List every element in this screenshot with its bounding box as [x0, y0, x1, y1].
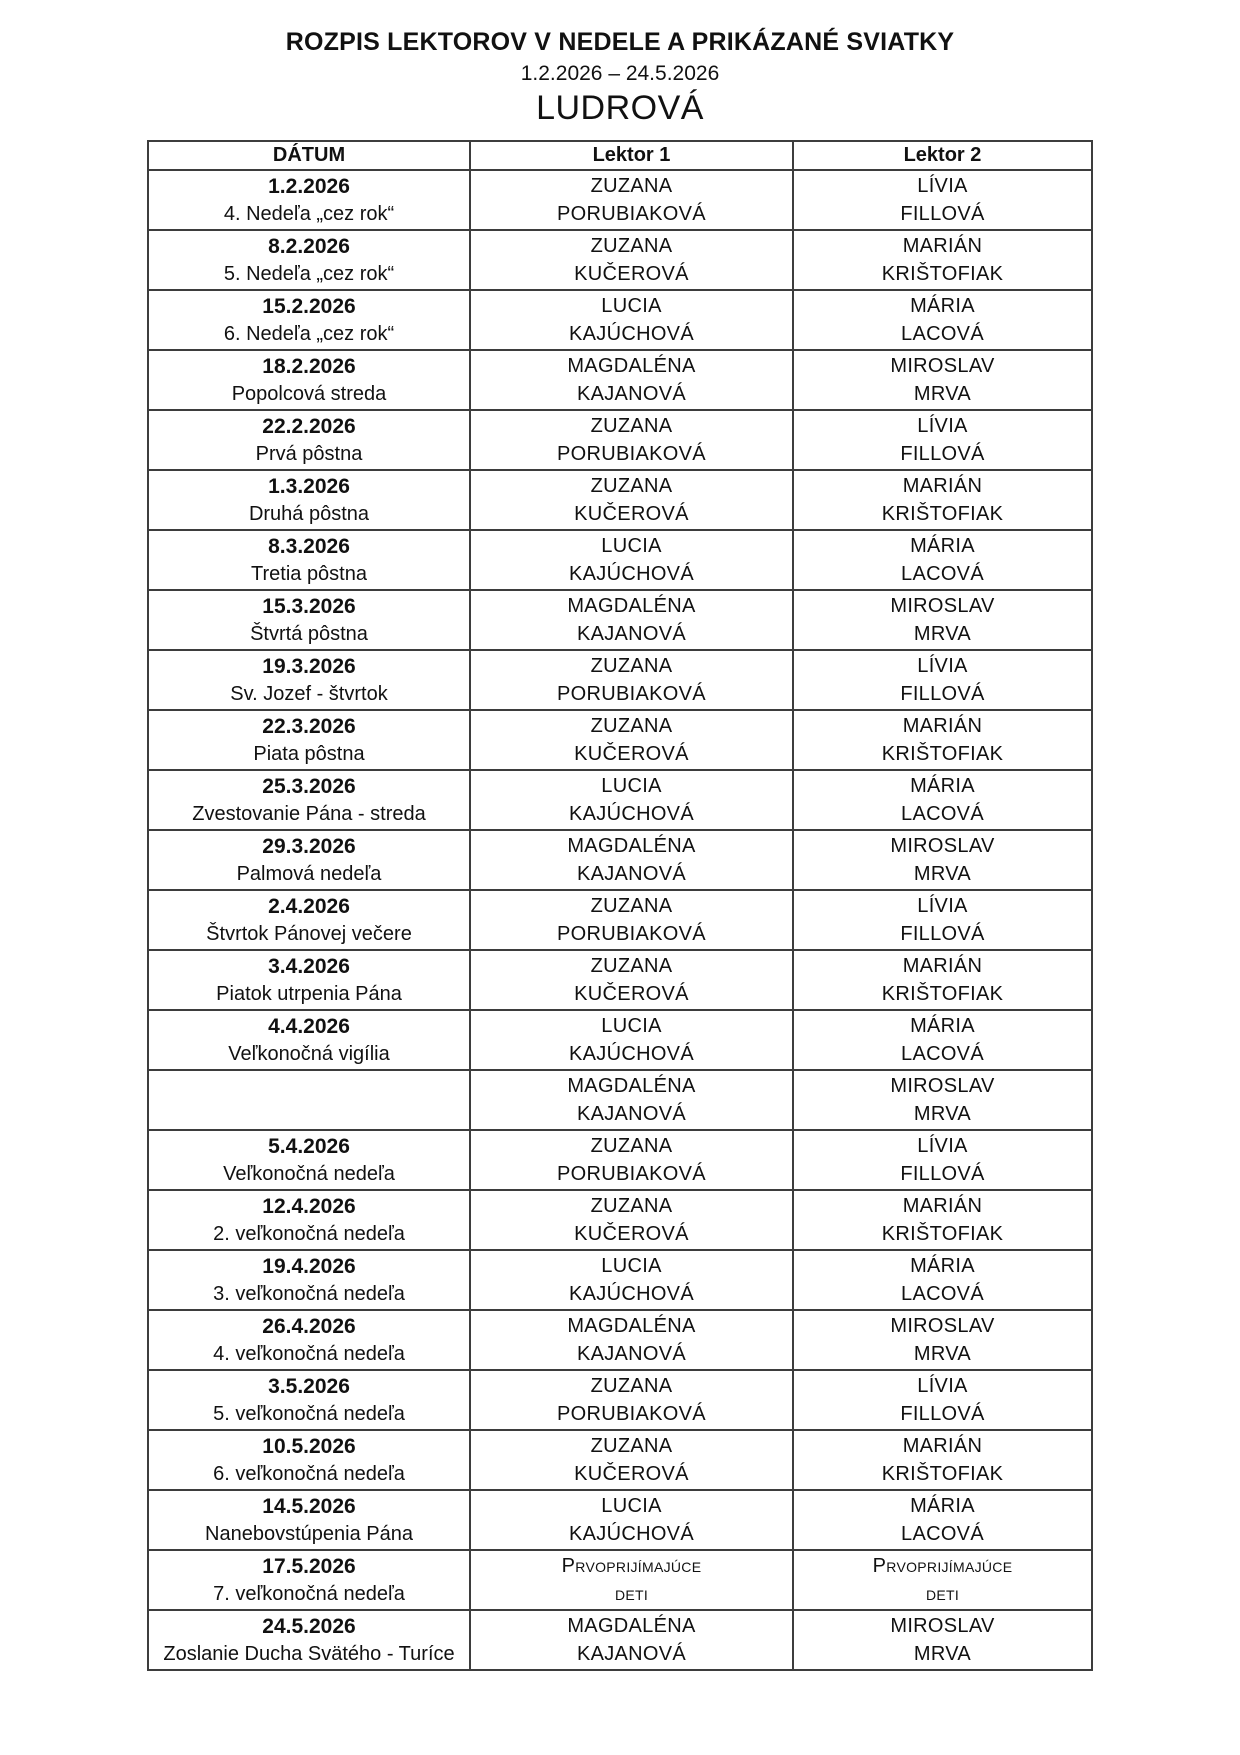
lektor1-first-name: LUCIA [601, 1255, 662, 1277]
lektor2-cell [793, 950, 1092, 1010]
row-event: Zoslanie Ducha Svätého - Turíce [163, 1643, 455, 1665]
lektor1-first-name: LUCIA [601, 535, 662, 557]
date-cell [148, 1550, 470, 1610]
table-row [148, 1430, 1092, 1490]
lektor2-first-name: LÍVIA [917, 175, 968, 197]
date-cell [148, 1130, 470, 1190]
lektor2-surname: LACOVÁ [901, 563, 984, 585]
row-date: 15.2.2026 [262, 295, 356, 318]
lektor2-surname: MRVA [913, 863, 972, 885]
lektor1-first-name: MAGDALÉNA [567, 355, 696, 377]
row-date: 26.4.2026 [262, 1315, 356, 1338]
row-date: 10.5.2026 [262, 1435, 356, 1458]
table-row [148, 1490, 1092, 1550]
table-header-row [148, 141, 1092, 170]
lektor2-first-name: MÁRIA [910, 1015, 975, 1037]
row-event: Piatok utrpenia Pána [216, 983, 402, 1005]
lektor2-surname: MRVA [913, 1103, 972, 1125]
lektor2-first-name: MARIÁN [902, 715, 983, 737]
lektor2-surname: KRIŠTOFIAK [881, 743, 1004, 765]
header-cell-lektor2: Lektor 2 [793, 141, 1092, 170]
date-cell [148, 830, 470, 890]
lektor1-surname: PORUBIAKOVÁ [557, 203, 706, 225]
lektor2-surname: FILLOVÁ [900, 923, 985, 945]
lektor1-cell [470, 770, 793, 830]
date-cell [148, 350, 470, 410]
row-event: 5. Nedeľa „cez rok“ [223, 263, 395, 285]
lektor1-first-name: ZUZANA [590, 1195, 673, 1217]
lektor2-cell [793, 590, 1092, 650]
row-date: 8.2.2026 [268, 235, 350, 258]
row-event: 4. Nedeľa „cez rok“ [223, 203, 395, 225]
table-row [148, 1610, 1092, 1670]
lektor2-surname: FILLOVÁ [900, 1163, 985, 1185]
date-cell [148, 1310, 470, 1370]
lektor2-cell [793, 170, 1092, 230]
lektor2-cell [793, 1190, 1092, 1250]
lektor2-first-name: MIROSLAV [890, 1315, 995, 1337]
lektor2-surname: MRVA [913, 1343, 972, 1365]
table-row [148, 950, 1092, 1010]
lektor1-first-name: ZUZANA [590, 235, 673, 257]
lektor1-cell [470, 410, 793, 470]
row-event: Prvá pôstna [255, 443, 363, 465]
lektor1-first-name: MAGDALÉNA [567, 835, 696, 857]
lektor2-surname: deti [925, 1583, 960, 1605]
lektor1-cell [470, 1430, 793, 1490]
lektor2-cell [793, 1490, 1092, 1550]
row-event: Nanebovstúpenia Pána [205, 1523, 413, 1545]
lektor1-cell [470, 1310, 793, 1370]
row-event: Veľkonočná nedeľa [223, 1163, 395, 1185]
row-date: 8.3.2026 [268, 535, 350, 558]
lektor1-cell [470, 170, 793, 230]
lektor1-first-name: ZUZANA [590, 895, 673, 917]
row-date: 12.4.2026 [262, 1195, 356, 1218]
lektor1-cell [470, 950, 793, 1010]
lektor1-cell [470, 830, 793, 890]
row-event: 5. veľkonočná nedeľa [213, 1403, 405, 1425]
row-event: Sv. Jozef - štvrtok [230, 683, 388, 705]
lektor1-surname: PORUBIAKOVÁ [557, 683, 706, 705]
lektor1-cell [470, 1130, 793, 1190]
lektor2-surname: LACOVÁ [901, 1283, 984, 1305]
row-date: 14.5.2026 [262, 1495, 356, 1518]
lektor1-surname: PORUBIAKOVÁ [557, 923, 706, 945]
date-cell [148, 1190, 470, 1250]
lektor2-first-name: MIROSLAV [890, 1615, 995, 1637]
lektor2-surname: KRIŠTOFIAK [881, 983, 1004, 1005]
date-cell [148, 1010, 470, 1070]
lektor2-surname: FILLOVÁ [900, 1403, 985, 1425]
lektor1-cell [470, 1490, 793, 1550]
row-date: 1.2.2026 [268, 175, 350, 198]
date-range: 1.2.2026 – 24.5.2026 [520, 62, 720, 85]
table-row [148, 1130, 1092, 1190]
row-date: 5.4.2026 [268, 1135, 350, 1158]
header-cell-datum: DÁTUM [148, 141, 470, 170]
lektor1-surname: KUČEROVÁ [574, 743, 689, 765]
lektor2-surname: KRIŠTOFIAK [881, 1223, 1004, 1245]
lektor1-first-name: ZUZANA [590, 955, 673, 977]
lektor1-surname: KUČEROVÁ [574, 1223, 689, 1245]
lektor1-cell [470, 590, 793, 650]
row-event: Popolcová streda [231, 383, 387, 405]
date-cell [148, 710, 470, 770]
row-event: Zvestovanie Pána - streda [192, 803, 426, 825]
lektor2-first-name: MARIÁN [902, 1195, 983, 1217]
lektor1-surname: PORUBIAKOVÁ [557, 1163, 706, 1185]
table-row [148, 290, 1092, 350]
lektor2-cell [793, 830, 1092, 890]
row-date: 19.3.2026 [262, 655, 356, 678]
row-date: 3.4.2026 [268, 955, 350, 978]
row-event: 6. veľkonočná nedeľa [213, 1463, 405, 1485]
lektor2-surname: FILLOVÁ [900, 683, 985, 705]
lektor2-surname: MRVA [913, 1643, 972, 1665]
lektor1-surname: KAJÚCHOVÁ [569, 563, 694, 585]
row-event: Štvrtok Pánovej večere [206, 923, 412, 945]
lektor2-first-name: MIROSLAV [890, 595, 995, 617]
row-date: 3.5.2026 [268, 1375, 350, 1398]
lektor2-surname: LACOVÁ [901, 1043, 984, 1065]
date-cell [148, 770, 470, 830]
schedule-table-body [148, 170, 1092, 1670]
date-cell [148, 890, 470, 950]
lektor2-cell [793, 230, 1092, 290]
lektor1-surname: KUČEROVÁ [574, 983, 689, 1005]
date-cell [148, 1490, 470, 1550]
date-cell [148, 1250, 470, 1310]
lektor1-first-name: MAGDALÉNA [567, 1075, 696, 1097]
lektor1-first-name: ZUZANA [590, 1375, 673, 1397]
lektor2-surname: KRIŠTOFIAK [881, 503, 1004, 525]
lektor1-surname: PORUBIAKOVÁ [557, 443, 706, 465]
lektor1-surname: deti [614, 1583, 649, 1605]
lector-schedule-table [147, 140, 1093, 1671]
table-row [148, 770, 1092, 830]
row-date: 15.3.2026 [262, 595, 356, 618]
lektor1-surname: KUČEROVÁ [574, 263, 689, 285]
lektor1-surname: KAJANOVÁ [576, 623, 687, 645]
table-row [148, 890, 1092, 950]
lektor1-cell [470, 1610, 793, 1670]
lektor1-surname: KAJANOVÁ [576, 863, 687, 885]
date-cell [148, 1370, 470, 1430]
lektor2-cell [793, 1010, 1092, 1070]
lektor2-first-name: Prvoprijímajúce [872, 1555, 1013, 1577]
lektor1-cell [470, 890, 793, 950]
lektor2-first-name: MARIÁN [902, 235, 983, 257]
date-cell [148, 410, 470, 470]
lektor1-cell [470, 710, 793, 770]
table-row [148, 170, 1092, 230]
location-title: LUDROVÁ [536, 89, 704, 127]
lektor1-first-name: ZUZANA [590, 475, 673, 497]
lektor2-first-name: MIROSLAV [890, 355, 995, 377]
lektor1-cell [470, 290, 793, 350]
lektor2-surname: FILLOVÁ [900, 203, 985, 225]
lektor1-surname: KAJANOVÁ [576, 383, 687, 405]
table-row [148, 350, 1092, 410]
row-date: 25.3.2026 [262, 775, 356, 798]
row-date: 1.3.2026 [268, 475, 350, 498]
lektor1-first-name: LUCIA [601, 1015, 662, 1037]
lektor1-surname: KUČEROVÁ [574, 503, 689, 525]
lektor2-cell [793, 410, 1092, 470]
lektor1-first-name: MAGDALÉNA [567, 595, 696, 617]
lektor1-cell [470, 1190, 793, 1250]
row-event: 6. Nedeľa „cez rok“ [223, 323, 395, 345]
lektor2-first-name: MÁRIA [910, 1495, 975, 1517]
lektor1-first-name: Prvoprijímajúce [561, 1555, 702, 1577]
page-title: ROZPIS LEKTOROV V NEDELE A PRIKÁZANÉ SVIATKY [285, 28, 955, 56]
lektor2-first-name: MIROSLAV [890, 1075, 995, 1097]
date-cell [148, 590, 470, 650]
table-row [148, 470, 1092, 530]
lektor1-cell [470, 1550, 793, 1610]
lektor1-cell [470, 1250, 793, 1310]
lektor2-first-name: LÍVIA [917, 1135, 968, 1157]
table-row [148, 530, 1092, 590]
row-date: 18.2.2026 [262, 355, 356, 378]
lektor2-cell [793, 1070, 1092, 1130]
lektor1-cell [470, 650, 793, 710]
lektor2-first-name: LÍVIA [917, 895, 968, 917]
lektor1-surname: KAJÚCHOVÁ [569, 323, 694, 345]
lektor2-cell [793, 1130, 1092, 1190]
date-cell [148, 530, 470, 590]
lektor1-surname: KAJÚCHOVÁ [569, 1523, 694, 1545]
lektor1-surname: PORUBIAKOVÁ [557, 1403, 706, 1425]
lektor2-cell [793, 1430, 1092, 1490]
row-date: 2.4.2026 [268, 895, 350, 918]
date-cell [148, 1610, 470, 1670]
lektor1-first-name: ZUZANA [590, 415, 673, 437]
lektor2-cell [793, 1610, 1092, 1670]
lektor2-cell [793, 650, 1092, 710]
row-event: Veľkonočná vigília [228, 1043, 390, 1065]
lektor2-surname: LACOVÁ [901, 323, 984, 345]
table-row [148, 1190, 1092, 1250]
lektor2-first-name: LÍVIA [917, 1375, 968, 1397]
row-date: 19.4.2026 [262, 1255, 356, 1278]
lektor2-first-name: MARIÁN [902, 955, 983, 977]
lektor1-cell [470, 470, 793, 530]
date-cell [148, 470, 470, 530]
lektor2-first-name: LÍVIA [917, 415, 968, 437]
lektor2-first-name: MÁRIA [910, 535, 975, 557]
row-date: 22.2.2026 [262, 415, 356, 438]
lektor1-cell [470, 1070, 793, 1130]
row-date: 22.3.2026 [262, 715, 356, 738]
lektor2-cell [793, 710, 1092, 770]
lektor1-first-name: ZUZANA [590, 1135, 673, 1157]
lektor1-surname: KUČEROVÁ [574, 1463, 689, 1485]
lektor1-first-name: ZUZANA [590, 175, 673, 197]
date-cell [148, 650, 470, 710]
row-event: 4. veľkonočná nedeľa [213, 1343, 405, 1365]
row-date: 24.5.2026 [262, 1615, 356, 1638]
lektor1-first-name: LUCIA [601, 775, 662, 797]
lektor1-surname: KAJÚCHOVÁ [569, 803, 694, 825]
lektor1-cell [470, 530, 793, 590]
lektor1-surname: KAJÚCHOVÁ [569, 1043, 694, 1065]
lektor2-surname: FILLOVÁ [900, 443, 985, 465]
table-row [148, 1070, 1092, 1130]
lektor2-cell [793, 1550, 1092, 1610]
lektor2-first-name: MARIÁN [902, 1435, 983, 1457]
lektor2-first-name: LÍVIA [917, 655, 968, 677]
row-event: Piata pôstna [253, 743, 365, 765]
row-date: 29.3.2026 [262, 835, 356, 858]
header-cell-lektor1: Lektor 1 [470, 141, 793, 170]
lektor2-surname: MRVA [913, 383, 972, 405]
table-row [148, 1310, 1092, 1370]
row-event [151, 1101, 467, 1128]
lektor2-cell [793, 890, 1092, 950]
lektor1-first-name: ZUZANA [590, 1435, 673, 1457]
row-event: Štvrtá pôstna [250, 623, 368, 645]
table-row [148, 590, 1092, 650]
lektor2-surname: MRVA [913, 623, 972, 645]
row-event: Druhá pôstna [248, 503, 370, 525]
lektor2-cell [793, 1310, 1092, 1370]
row-date: 4.4.2026 [268, 1015, 350, 1038]
row-event: Tretia pôstna [251, 563, 367, 585]
lektor2-first-name: MÁRIA [910, 295, 975, 317]
table-row [148, 230, 1092, 290]
table-row [148, 1250, 1092, 1310]
lektor1-surname: KAJANOVÁ [576, 1643, 687, 1665]
date-cell [148, 290, 470, 350]
lektor2-cell [793, 770, 1092, 830]
table-row [148, 1370, 1092, 1430]
lektor1-cell [470, 1370, 793, 1430]
lektor1-surname: KAJANOVÁ [576, 1343, 687, 1365]
lektor2-cell [793, 1370, 1092, 1430]
lektor2-first-name: MIROSLAV [890, 835, 995, 857]
row-event: 7. veľkonočná nedeľa [213, 1583, 405, 1605]
lektor1-first-name: ZUZANA [590, 655, 673, 677]
lektor1-first-name: ZUZANA [590, 715, 673, 737]
lektor2-first-name: MARIÁN [902, 475, 983, 497]
lektor1-first-name: MAGDALÉNA [567, 1315, 696, 1337]
table-row [148, 650, 1092, 710]
lektor2-cell [793, 470, 1092, 530]
date-cell [148, 1430, 470, 1490]
date-cell [148, 1070, 470, 1130]
date-cell [148, 170, 470, 230]
lektor1-first-name: MAGDALÉNA [567, 1615, 696, 1637]
table-row [148, 1010, 1092, 1070]
lektor2-surname: KRIŠTOFIAK [881, 1463, 1004, 1485]
lektor2-surname: LACOVÁ [901, 1523, 984, 1545]
lektor2-first-name: MÁRIA [910, 1255, 975, 1277]
lektor2-surname: LACOVÁ [901, 803, 984, 825]
lektor2-cell [793, 1250, 1092, 1310]
lektor1-first-name: LUCIA [601, 1495, 662, 1517]
row-event: 3. veľkonočná nedeľa [213, 1283, 405, 1305]
lektor2-first-name: MÁRIA [910, 775, 975, 797]
lektor2-cell [793, 530, 1092, 590]
date-cell [148, 950, 470, 1010]
lektor1-cell [470, 350, 793, 410]
table-row [148, 1550, 1092, 1610]
lektor1-cell [470, 230, 793, 290]
table-row [148, 710, 1092, 770]
row-event: 2. veľkonočná nedeľa [213, 1223, 405, 1245]
table-row [148, 830, 1092, 890]
lektor2-cell [793, 350, 1092, 410]
lektor1-surname: KAJÚCHOVÁ [569, 1283, 694, 1305]
row-event: Palmová nedeľa [236, 863, 382, 885]
date-cell [148, 230, 470, 290]
lektor1-first-name: LUCIA [601, 295, 662, 317]
lektor2-cell [793, 290, 1092, 350]
table-row [148, 410, 1092, 470]
lektor1-surname: KAJANOVÁ [576, 1103, 687, 1125]
lektor1-cell [470, 1010, 793, 1070]
row-date [151, 1072, 467, 1101]
lektor2-surname: KRIŠTOFIAK [881, 263, 1004, 285]
row-date: 17.5.2026 [262, 1555, 356, 1578]
